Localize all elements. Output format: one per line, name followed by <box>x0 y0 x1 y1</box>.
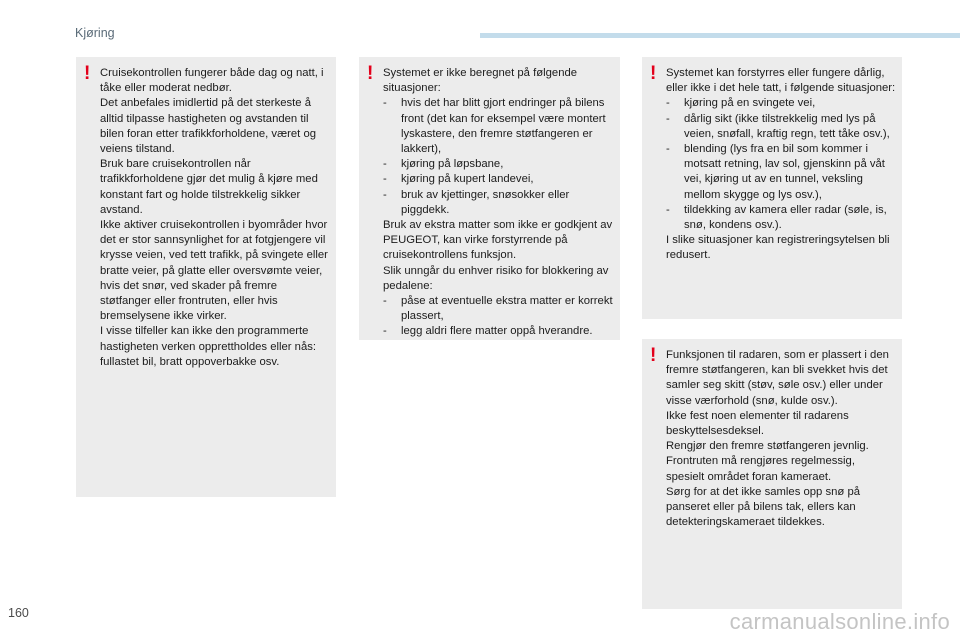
paragraph: Slik unngår du enhver risiko for blokkering av pedalene: <box>383 264 609 292</box>
page-number: 160 <box>8 606 29 620</box>
bullet-text: påse at eventuelle ekstra matter er korrekt plassert, <box>401 295 613 323</box>
warning-panel-radar <box>642 339 902 609</box>
warning-text <box>383 66 614 340</box>
bullet-item <box>383 294 614 324</box>
paragraph: Bruk av ekstra matter som ikke er godkjent av PEUGEOT, kan virke forstyrrende på cruisekontrollens funksjon. <box>383 219 613 262</box>
bullet-dash: - <box>666 112 670 125</box>
bullet-dash: - <box>383 295 387 308</box>
header-bar <box>480 33 960 38</box>
bullet-text: blending (lys fra en bil som kommer i motsatt retning, lav sol, gjenskinn på våt vei, kjøring ut av en tunnel, veksling mellom skygge og lys osv.), <box>684 143 885 201</box>
warning-text <box>100 66 330 370</box>
bullet-text: bruk av kjettinger, snøsokker eller piggdekk. <box>401 188 570 216</box>
bullet-dash: - <box>383 325 387 338</box>
bullet-text: hvis det har blitt gjort endringer på bilens front (det kan for eksempel være montert lyskastere, den fremre støtfangeren er lakkert), <box>401 97 606 156</box>
paragraph: Det anbefales imidlertid på det sterkeste å alltid tilpasse hastigheten og avstanden til bilen foran etter trafikkforholdene, været og veiens tilstand. <box>100 97 317 156</box>
bullet-text: kjøring på kupert landevei, <box>401 173 534 186</box>
bullet-item <box>666 96 896 111</box>
bullet-dash: - <box>666 97 670 110</box>
bullet-dash: - <box>383 158 387 171</box>
paragraph: Frontruten må rengjøres regelmessig, spesielt området foran kameraet. <box>666 455 855 483</box>
bullet-item <box>383 96 614 157</box>
paragraph: Rengjør den fremre støtfangeren jevnlig. <box>666 440 869 453</box>
paragraph: Cruisekontrollen fungerer både dag og natt, i tåke eller moderat nedbør. <box>100 67 324 95</box>
warning-icon: ! <box>650 63 657 84</box>
bullet-text: dårlig sikt (ikke tilstrekkelig med lys på veien, snøfall, kraftig regn, tett tåke osv.), <box>684 112 890 140</box>
bullet-dash: - <box>383 97 387 110</box>
paragraph: I slike situasjoner kan registreringsytelsen bli redusert. <box>666 234 890 262</box>
warning-icon: ! <box>84 63 91 84</box>
bullet-item <box>383 172 614 187</box>
bullet-text: kjøring på løpsbane, <box>401 158 504 171</box>
bullet-dash: - <box>383 173 387 186</box>
paragraph: Systemet er ikke beregnet på følgende situasjoner: <box>383 67 578 95</box>
bullet-item <box>383 188 614 218</box>
bullet-text: tildekking av kamera eller radar (søle, is, snø, kondens osv.). <box>684 203 887 232</box>
paragraph: Ikke aktiver cruisekontrollen i byområder hvor det er stor sannsynlighet for at fotgjengere vil krysse veien, ved tett trafikk, på svingete eller bratte veier, på glatte eller oversvømte veier, hvis det snør, ved skader på fremre støtfanger eller frontruten, eller hvis bremselysene ikke virker. <box>100 219 328 323</box>
warning-text <box>666 348 896 530</box>
bullet-dash: - <box>666 143 670 156</box>
bullet-item <box>666 142 896 203</box>
paragraph: Systemet kan forstyrres eller fungere dårlig, eller ikke i det hele tatt, i følgende situasjoner: <box>666 67 896 95</box>
warning-icon: ! <box>650 345 657 366</box>
paragraph: Funksjonen til radaren, som er plassert i den fremre støtfangeren, kan bli svekket hvis det samler seg skitt (støv, søle osv.) eller under visse værforhold (snø, kulde osv.). <box>666 349 889 407</box>
paragraph: I visse tilfeller kan ikke den programmerte hastigheten verken opprettholdes eller nås: fullastet bil, bratt oppoverbakke osv. <box>100 325 317 368</box>
bullet-text: kjøring på en svingete vei, <box>684 97 816 110</box>
bullet-text: legg aldri flere matter oppå hverandre. <box>401 325 593 338</box>
paragraph: Ikke fest noen elementer til radarens beskyttelsesdeksel. <box>666 409 849 438</box>
paragraph: Bruk bare cruisekontrollen når trafikkforholdene gjør det mulig å kjøre med konstant fart og holde tilstrekkelig sikker avstand. <box>100 158 318 216</box>
warning-panel-system-limits <box>359 57 620 340</box>
bullet-dash: - <box>666 203 670 216</box>
warning-panel-disturbances <box>642 57 902 319</box>
bullet-item <box>383 157 614 172</box>
warning-icon: ! <box>367 63 374 84</box>
warning-text <box>666 66 896 264</box>
bullet-dash: - <box>383 188 387 201</box>
bullet-item <box>666 203 896 233</box>
warning-panel-cruise-control <box>76 57 336 497</box>
bullet-item <box>383 324 614 339</box>
bullet-item <box>666 112 896 142</box>
watermark: carmanualsonline.info <box>729 609 950 634</box>
paragraph: Sørg for at det ikke samles opp snø på panseret eller på bilens tak, ellers kan detekteringskameraet tildekkes. <box>666 485 861 529</box>
section-title: Kjøring <box>75 26 115 40</box>
